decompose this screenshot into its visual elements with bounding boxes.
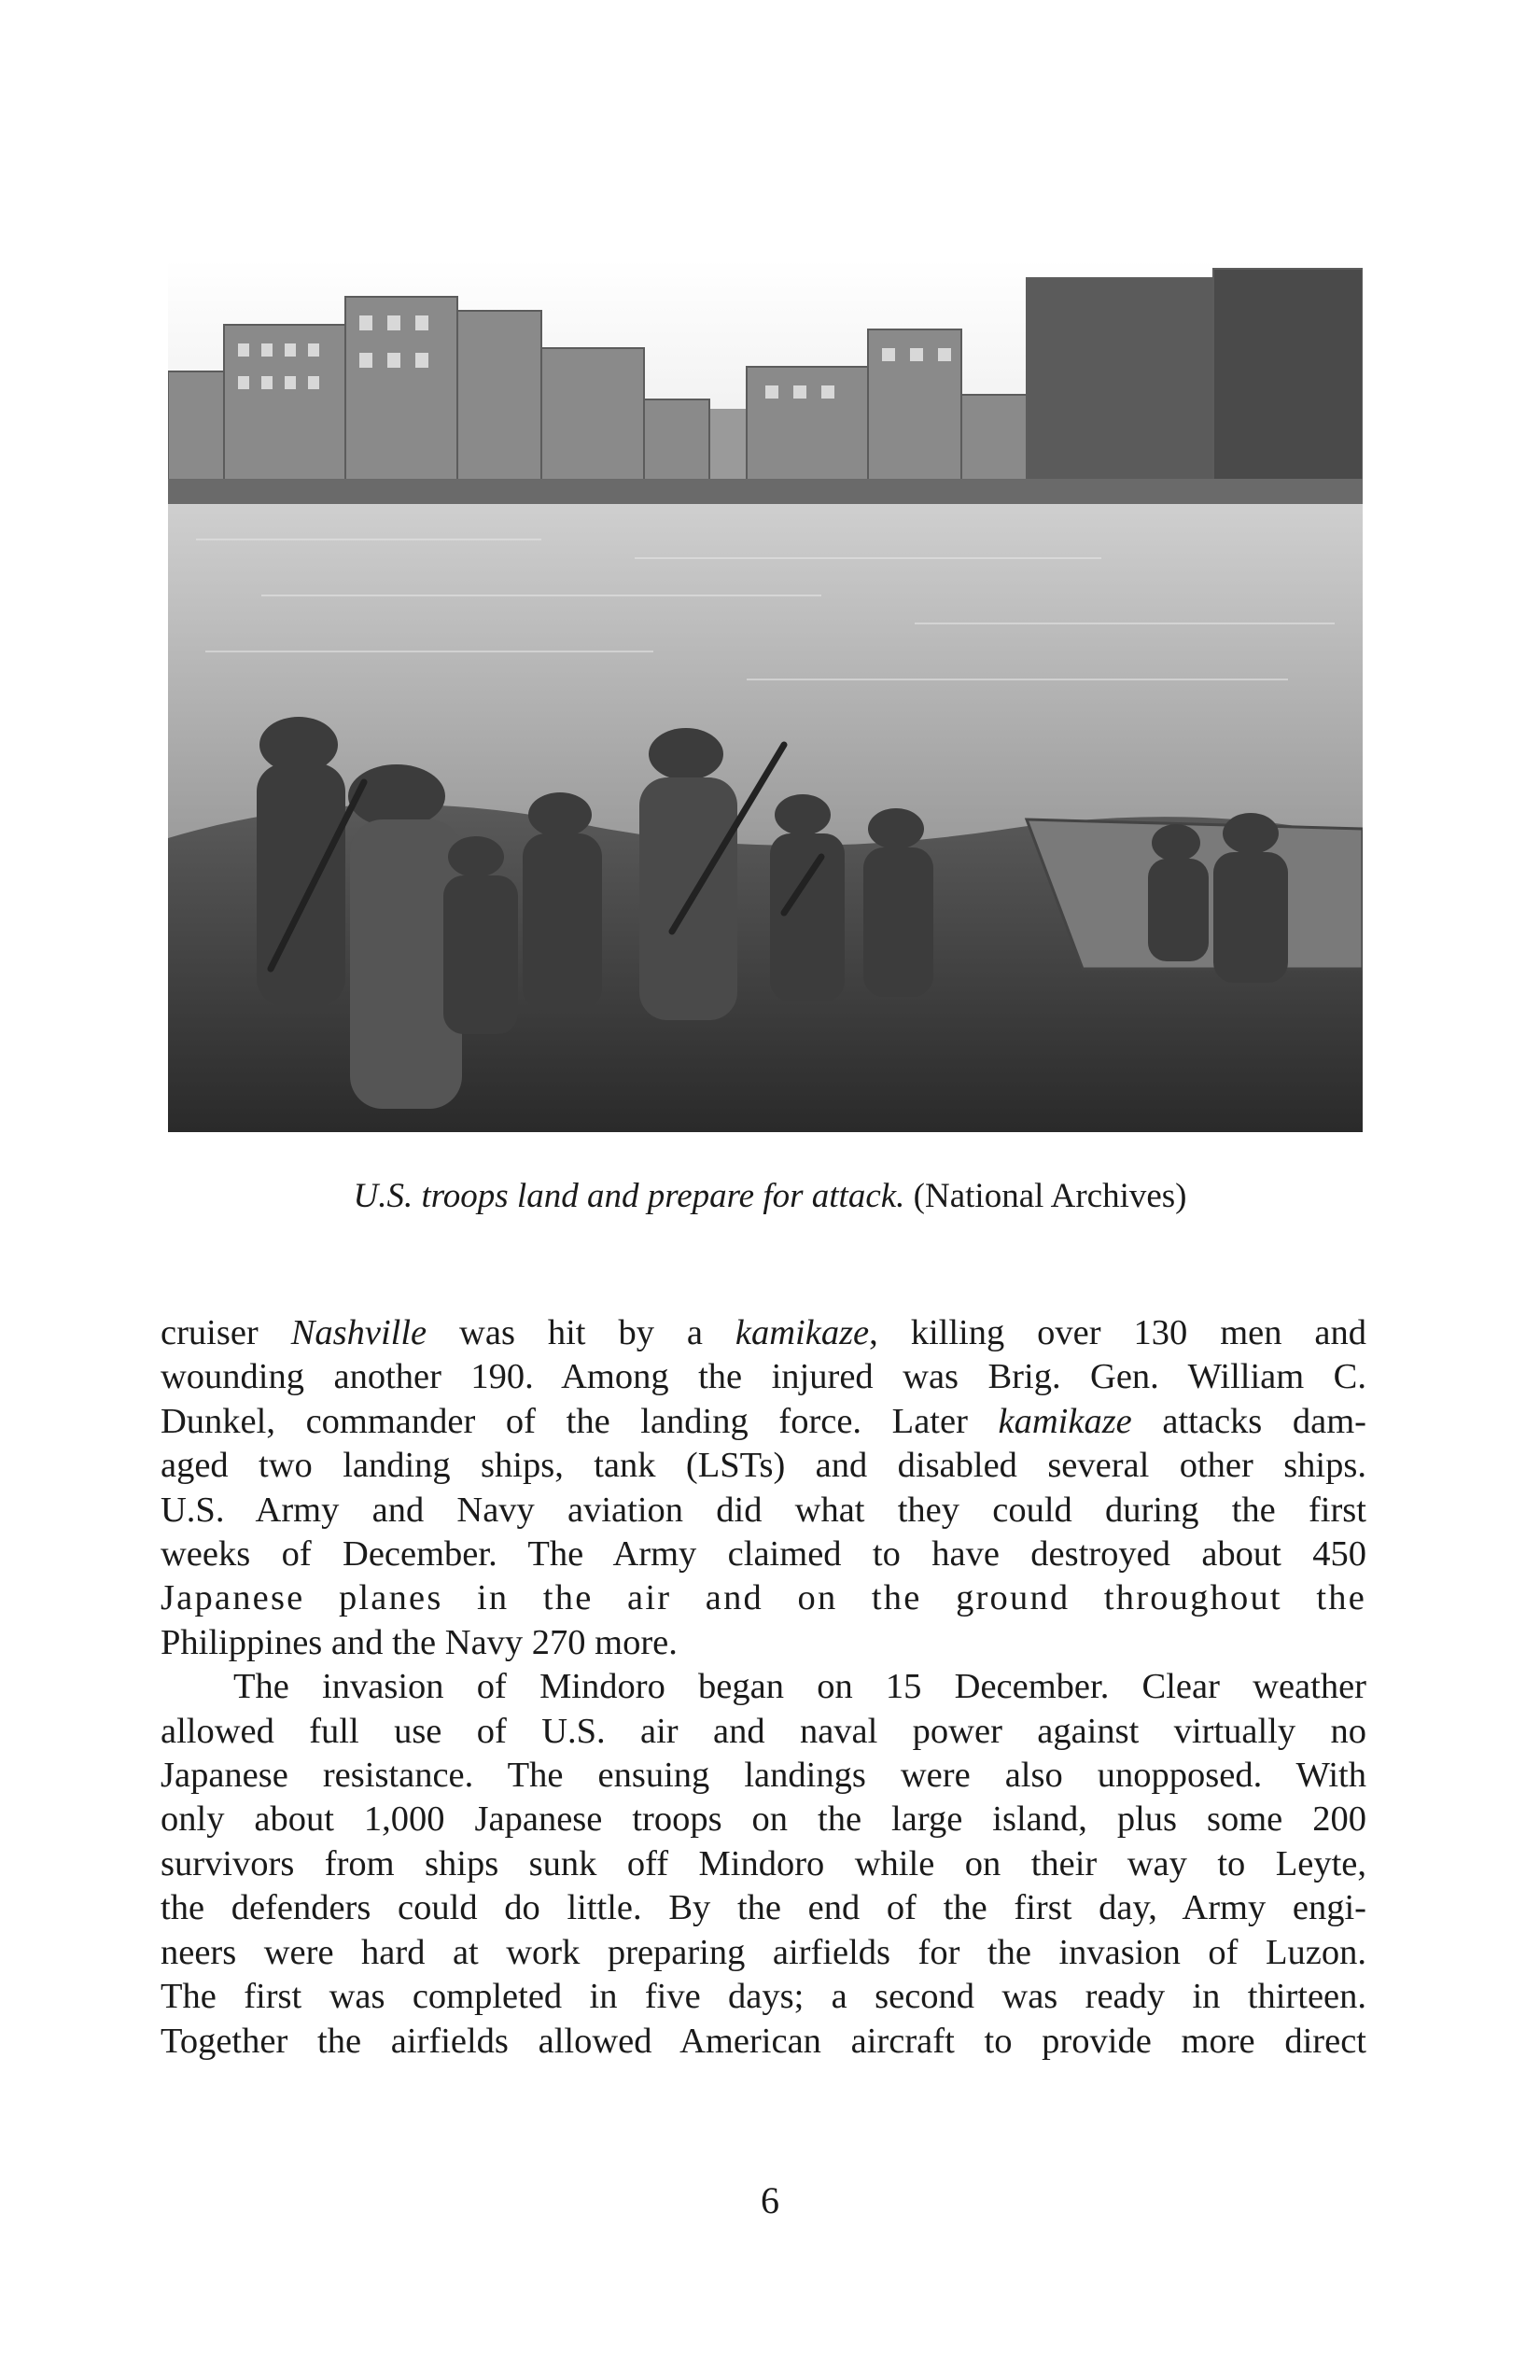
ship-name: Nashville [290,1313,427,1352]
text-line: Together the airfields allowed American aircraft to provide more direct [161,2021,1366,2061]
troops-landing-photo [168,259,1363,1132]
text-line: aged two landing ships, tank (LSTs) and disabled several other ships. [161,1446,1366,1486]
photo-caption [0,1174,1540,1219]
text-line: the defenders could do little. By the end of the first day, Army engi- [161,1888,1366,1928]
text-line: survivors from ships sunk off Mindoro while on their way to Leyte, [161,1843,1366,1883]
text-run: , killing over 130 men and [869,1313,1366,1352]
text-run: was hit by a [427,1313,735,1352]
caption-credit: (National Archives) [913,1177,1187,1215]
paragraph-2 [161,1665,1366,2064]
text-run: Dunkel, commander of the landing force. Later [161,1401,999,1441]
text-line: The invasion of Mindoro began on 15 December. Clear weather [233,1667,1366,1707]
text-run: cruiser [161,1313,291,1352]
text-line: wounding another 190. Among the injured was Brig. Gen. William C. [161,1357,1366,1397]
page-number: 6 [761,2179,779,2221]
text-run: attacks dam- [1131,1401,1366,1441]
text-line: Japanese resistance. The ensuing landings were also unopposed. With [161,1756,1366,1796]
text-line: neers were hard at work preparing airfields for the invasion of Luzon. [161,1932,1366,1972]
italic-term: kamikaze [735,1313,870,1352]
text-line [161,1400,1366,1444]
text-line: Japanese planes in the air and on the ground throughout the [161,1578,1366,1618]
text-line: weeks of December. The Army claimed to have destroyed about 450 [161,1534,1366,1575]
text-line: allowed full use of U.S. air and naval power against virtually no [161,1711,1366,1751]
text-line: U.S. Army and Navy aviation did what they could during the first [161,1490,1366,1530]
body-text [161,1311,1366,2064]
paragraph-1 [161,1311,1366,1665]
caption-italic: U.S. troops land and prepare for attack. [353,1177,905,1215]
text-line [161,1311,1366,1355]
text-line: The first was completed in five days; a second was ready in thirteen. [161,1977,1366,2017]
text-line: Philippines and the Navy 270 more. [161,1622,678,1662]
photo-illustration [168,259,1363,1132]
text-line: only about 1,000 Japanese troops on the large island, plus some 200 [161,1799,1366,1840]
italic-term: kamikaze [998,1401,1132,1441]
